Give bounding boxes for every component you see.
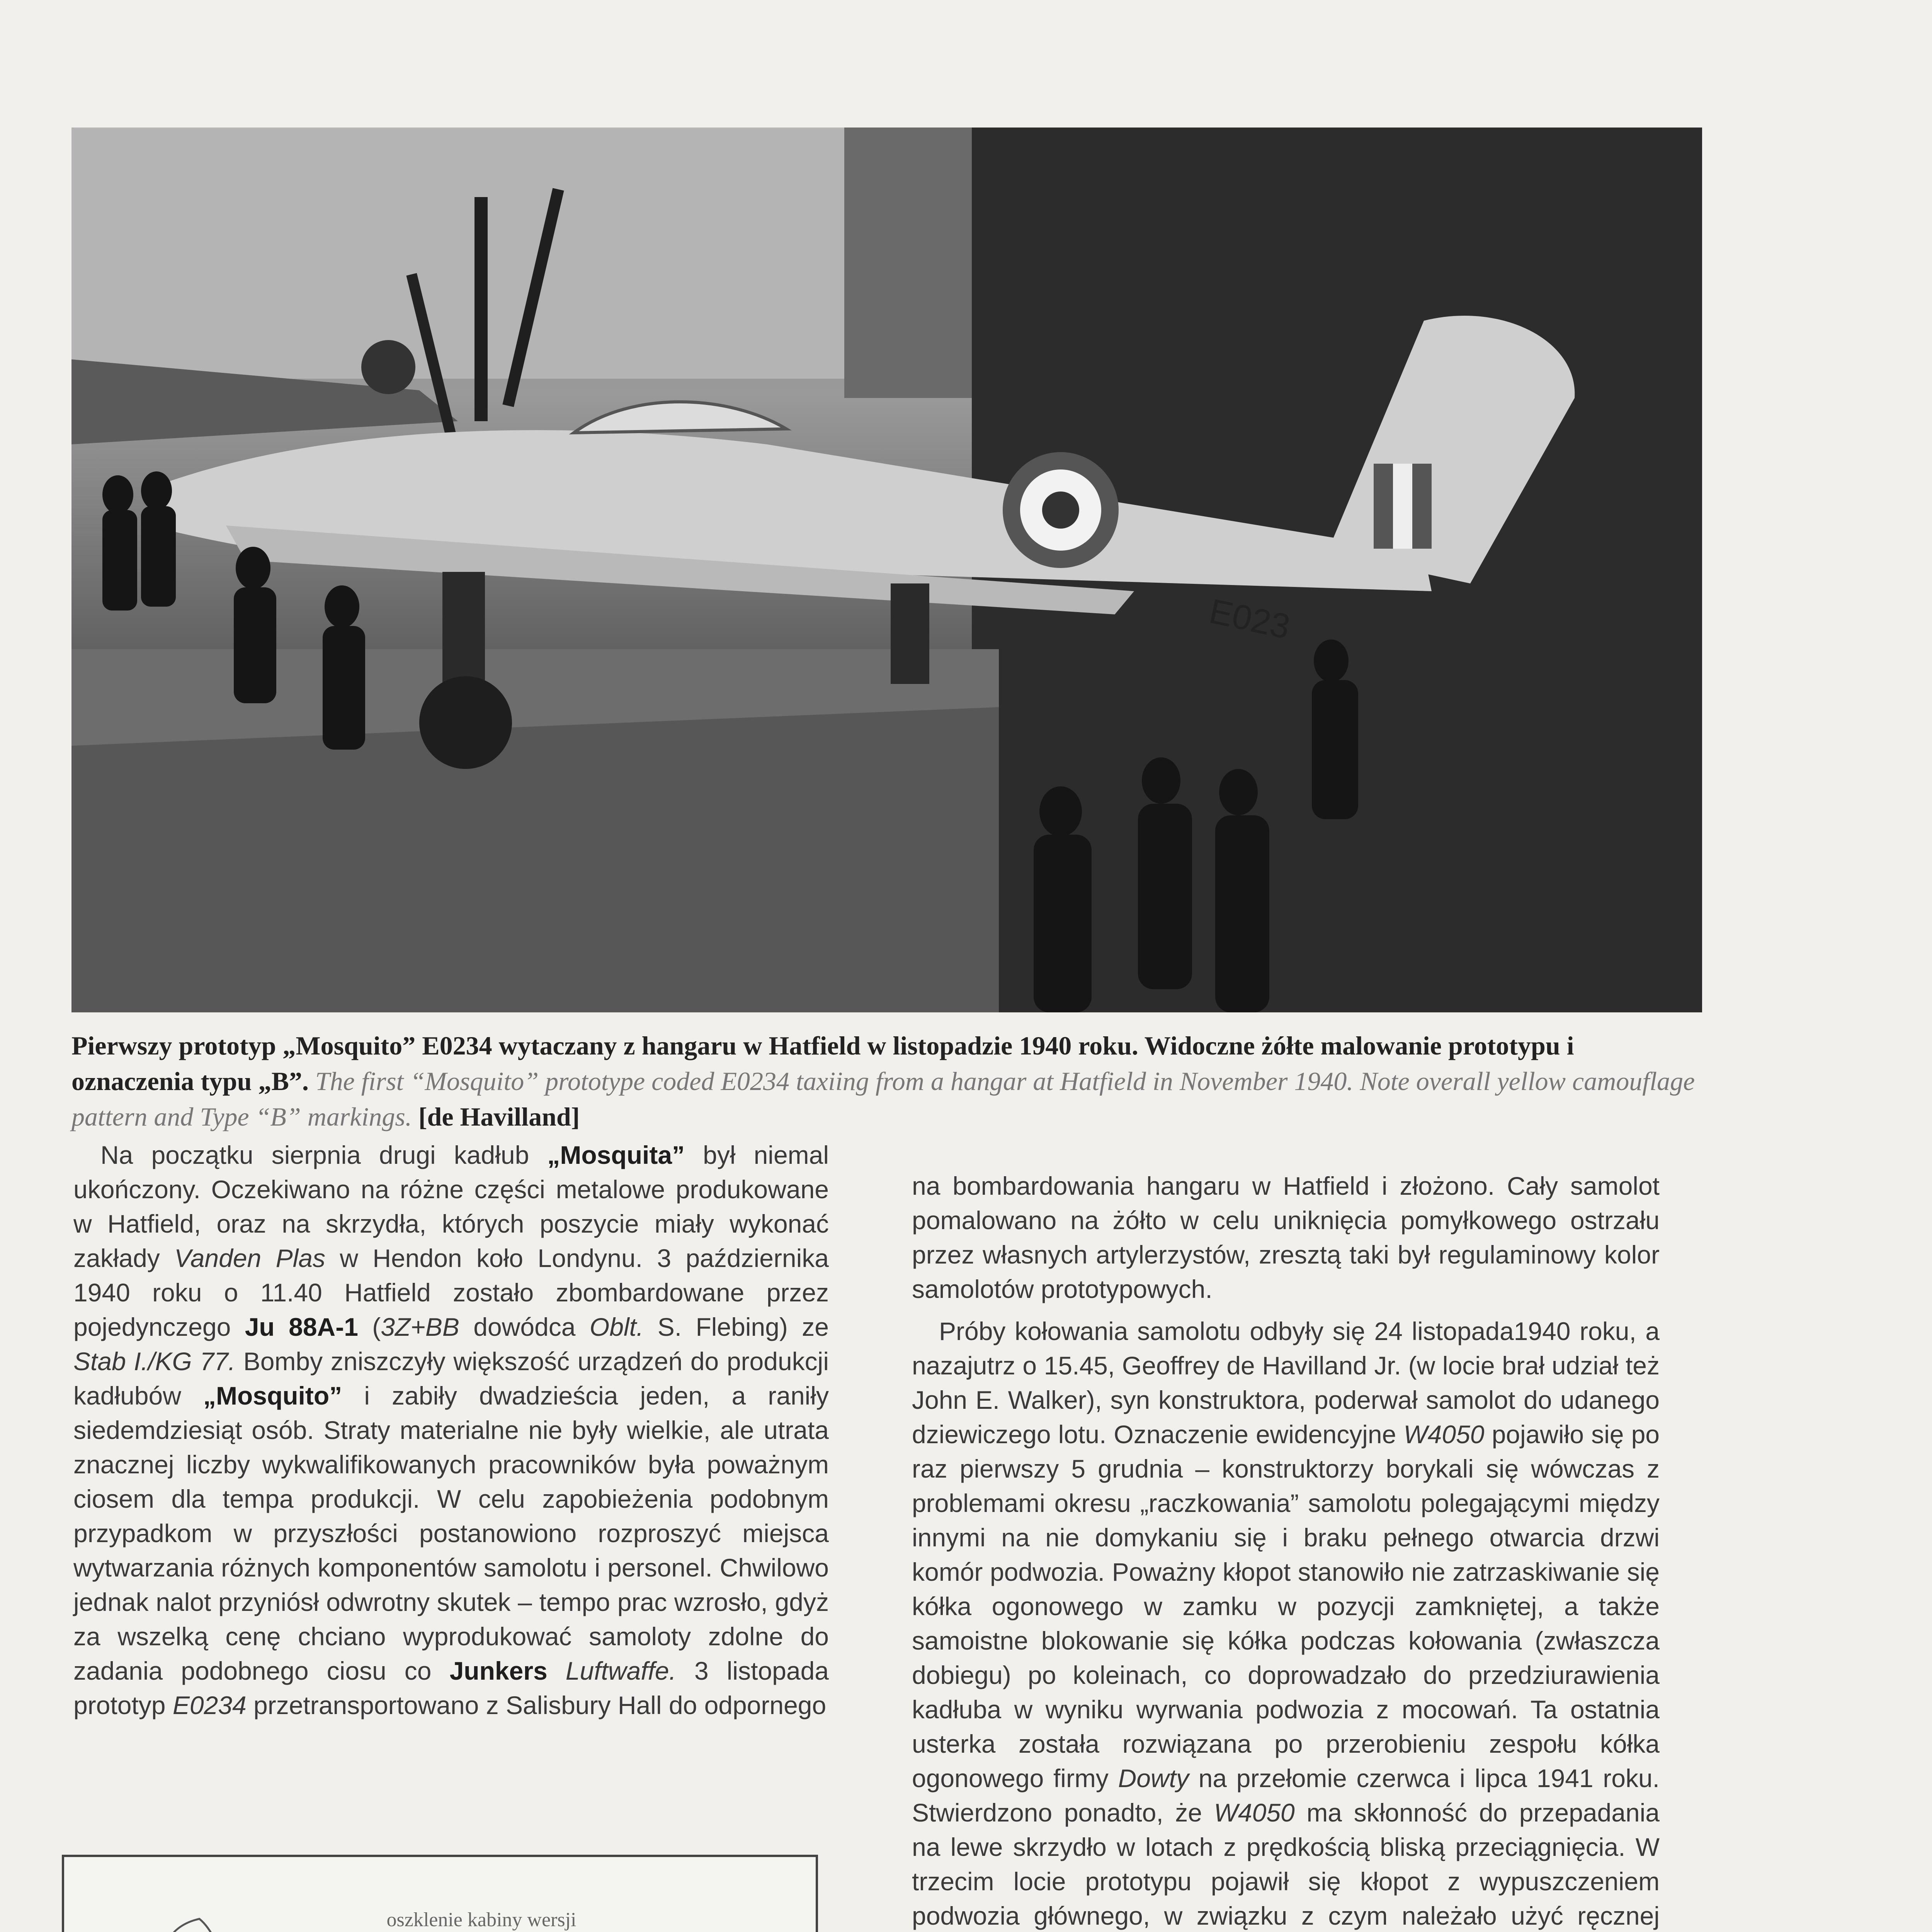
article-left-column: [73, 1138, 829, 1723]
aircraft-code: E023: [1206, 592, 1294, 647]
caption-english: The first “Mosquito” prototype coded E0234 taxiing from a hangar at Hatfield in November 1940. Note overall yellow camouflage pattern and Type “B” markings.: [71, 1066, 1695, 1131]
caption-polish: Pierwszy prototyp „Mosquito” E0234 wytaczany z hangaru w Hatfield w listopadzie 1940 roku. Widoczne żółte malowanie prototypu i oznaczenia typu „B”.: [71, 1031, 1574, 1096]
caption-credit: [de Havilland]: [418, 1102, 580, 1131]
label-canopy: oszklenie kabiny wersji: [386, 1909, 577, 1931]
right-paragraph-1: na bombardowania hangaru w Hatfield i złożono. Cały samolot pomalowano na żółto w celu uniknięcia pomyłkowego ostrzału przez własnych artylerzystów, zresztą taki był regulaminowy kolor samolotów prototypowych.: [912, 1172, 1660, 1303]
right-paragraph-2: Próby kołowania samolotu odbyły się 24 listopada1940 roku, a nazajutrz o 15.45, Geoffrey de Havilland Jr. (w locie brał udział też John E. Walker), syn konstruktora, poderwał samolot do udanego dziewiczego lotu. Oznaczenie ewidencyjne W4050 pojawiło się po raz pierwszy 5 grudnia – konstruktorzy borykali się wówczas z problemami okresu „raczkowania” samolotu polegającymi między innymi na nie domykaniu się i braku pełnego otwarcia drzwi komór podwozia. Poważny kłopot stanowiło nie zatrzaskiwanie się kółka ogonowego w zamku w pozycji zamkniętej, a także samoistne blokowanie się kółka podczas kołowania (zwłaszcza dobiegu) po koleinach, co doprowadzało do przedziurawienia kadłuba w wyniku wyrwania podwozia z mocowań. Ta ostatnia usterka została rozwiązana po przerobieniu zespołu kółka ogonowego firmy Dowty na przełomie czerwca i lipca 1941 roku. Stwierdzono ponadto, że W4050 ma skłonność do przepadania na lewe skrzydło w lotach z prędkością bliską przeciągnięcia. W trzecim locie prototypu pojawił się kłopot z wypuszczeniem podwozia głównego, w związku z czym należało użyć ręcznej: [912, 1317, 1660, 1930]
photo-caption: [71, 1028, 1702, 1134]
photo-illustration: [71, 128, 1702, 1012]
prototype-drawing: [62, 1855, 818, 1932]
photo-mosquito-prototype: [71, 128, 1702, 1012]
left-paragraph: Na początku sierpnia drugi kadłub „Mosquita” był niemal ukończony. Oczekiwano na różne części metalowe produkowane w Hatfield, oraz na skrzydła, których poszycie miały wykonać zakłady Vanden Plas w Hendon koło Londynu. 3 października 1940 roku o 11.40 Hatfield zostało zbombardowane przez pojedynczego Ju 88A-1 (3Z+BB dowódca Oblt. S. Flebing) ze Stab I./KG 77. Bomby zniszczyły większość urządzeń do produkcji kadłubów „Mosquito” i zabiły dwadzieścia jeden, a raniły siedemdziesiąt osób. Straty materialne nie były wielkie, ale utrata znacznej liczby wykwalifikowanych pracowników była poważnym ciosem dla tempa produkcji. W celu zapobieżenia podobnym przypadkom w przyszłości postanowiono rozproszyć miejsca wytwarzania różnych komponentów samolotu i personel. Chwilowo jednak nalot przyniósł odwrotny skutek – tempo prac wzrosło, gdyż za wszelką cenę chciano wyprodukować samoloty zdolne do zadania podobnego ciosu co Junkers Luftwaffe. 3 listopada prototyp E0234 przetransportowano z Salisbury Hall do odpornego: [73, 1141, 829, 1719]
article-right-column: [912, 1169, 1660, 1932]
